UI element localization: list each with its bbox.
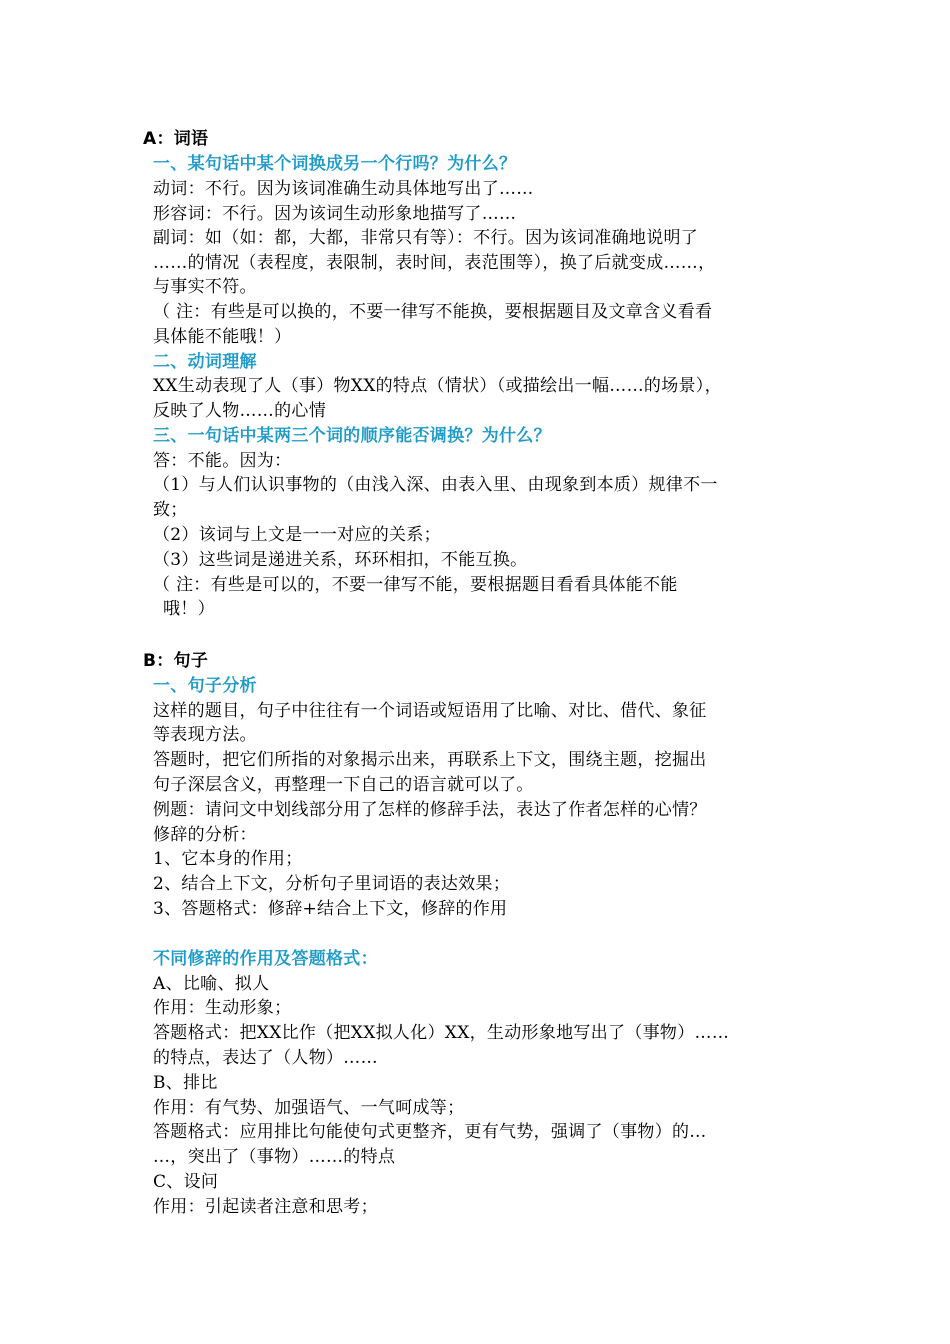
section-a-title: A：词语 [143, 129, 209, 149]
section-b-heading-2: 不同修辞的作用及答题格式： [153, 949, 378, 969]
paragraph-line: 答题格式：把XX比作（把XX拟人化）XX，生动形象地写出了（事物）…… [153, 1023, 730, 1043]
paragraph-line: （3）这些词是递进关系，环环相扣，不能互换。 [153, 550, 528, 570]
paragraph-line: XX生动表现了人（事）物XX的特点（情状）（或描绘出一幅……的场景）， [153, 376, 722, 396]
paragraph-line: C、设问 [153, 1172, 219, 1192]
section-a-heading-2: 二、动词理解 [153, 352, 257, 372]
paragraph-line: 作用：生动形象； [153, 998, 292, 1018]
section-a-heading-1: 一、某句话中某个词换成另一个行吗？为什么？ [153, 154, 517, 174]
paragraph-line: 与事实不符。 [153, 277, 257, 297]
paragraph-line: 答题格式：应用排比句能使句式更整齐，更有气势，强调了（事物）的… [153, 1122, 707, 1142]
paragraph-line: ……的情况（表程度，表限制，表时间，表范围等），换了后就变成……， [153, 253, 716, 273]
paragraph-line: 反映了人物……的心情 [153, 401, 326, 421]
paragraph-line: 修辞的分析： [153, 825, 257, 845]
paragraph-line: 等表现方法。 [153, 725, 257, 745]
paragraph-line: …，突出了（事物）……的特点 [153, 1147, 396, 1167]
paragraph-line: 形容词：不行。因为该词生动形象地描写了…… [153, 204, 517, 224]
paragraph-line: 答：不能。因为： [153, 451, 292, 471]
paragraph-line: 具体能不能哦！） [153, 327, 292, 347]
paragraph-line: A、比喻、拟人 [153, 974, 270, 994]
paragraph-line: 动词：不行。因为该词准确生动具体地写出了…… [153, 179, 534, 199]
paragraph-line: （ 注：有些是可以换的，不要一律写不能换，要根据题目及文章含义看看 [153, 302, 713, 322]
section-a-heading-3: 三、一句话中某两三个词的顺序能否调换？为什么？ [153, 426, 551, 446]
paragraph-line: 作用：有气势、加强语气、一气呵成等； [153, 1098, 465, 1118]
paragraph-line: 哦！） [163, 599, 215, 619]
paragraph-line: 3、答题格式：修辞+结合上下文，修辞的作用 [153, 899, 508, 919]
paragraph-line: 例题：请问文中划线部分用了怎样的修辞手法，表达了作者怎样的心情？ [153, 800, 707, 820]
section-b-title: B：句子 [143, 651, 209, 671]
paragraph-line: 这样的题目，句子中往往有一个词语或短语用了比喻、对比、借代、象征 [153, 701, 707, 721]
section-b-heading-1: 一、句子分析 [153, 676, 257, 696]
paragraph-line: （2）该词与上文是一一对应的关系； [153, 525, 441, 545]
paragraph-line: 致； [153, 500, 188, 520]
paragraph-line: 句子深层含义，再整理一下自己的语言就可以了。 [153, 775, 534, 795]
paragraph-line: B、排比 [153, 1073, 218, 1093]
paragraph-line: 副词：如（如：都，大都，非常只有等）：不行。因为该词准确地说明了 [153, 228, 699, 248]
paragraph-line: （ 注：有些是可以的，不要一律写不能，要根据题目看看具体能不能 [153, 575, 678, 595]
paragraph-line: 作用：引起读者注意和思考； [153, 1197, 378, 1217]
paragraph-line: 答题时，把它们所指的对象揭示出来，再联系上下文，围绕主题，挖掘出 [153, 750, 707, 770]
paragraph-line: 2、结合上下文，分析句子里词语的表达效果； [153, 874, 511, 894]
paragraph-line: 的特点，表达了（人物）…… [153, 1048, 378, 1068]
paragraph-line: （1）与人们认识事物的（由浅入深、由表入里、由现象到本质）规律不一 [153, 475, 718, 495]
paragraph-line: 1、它本身的作用； [153, 849, 303, 869]
